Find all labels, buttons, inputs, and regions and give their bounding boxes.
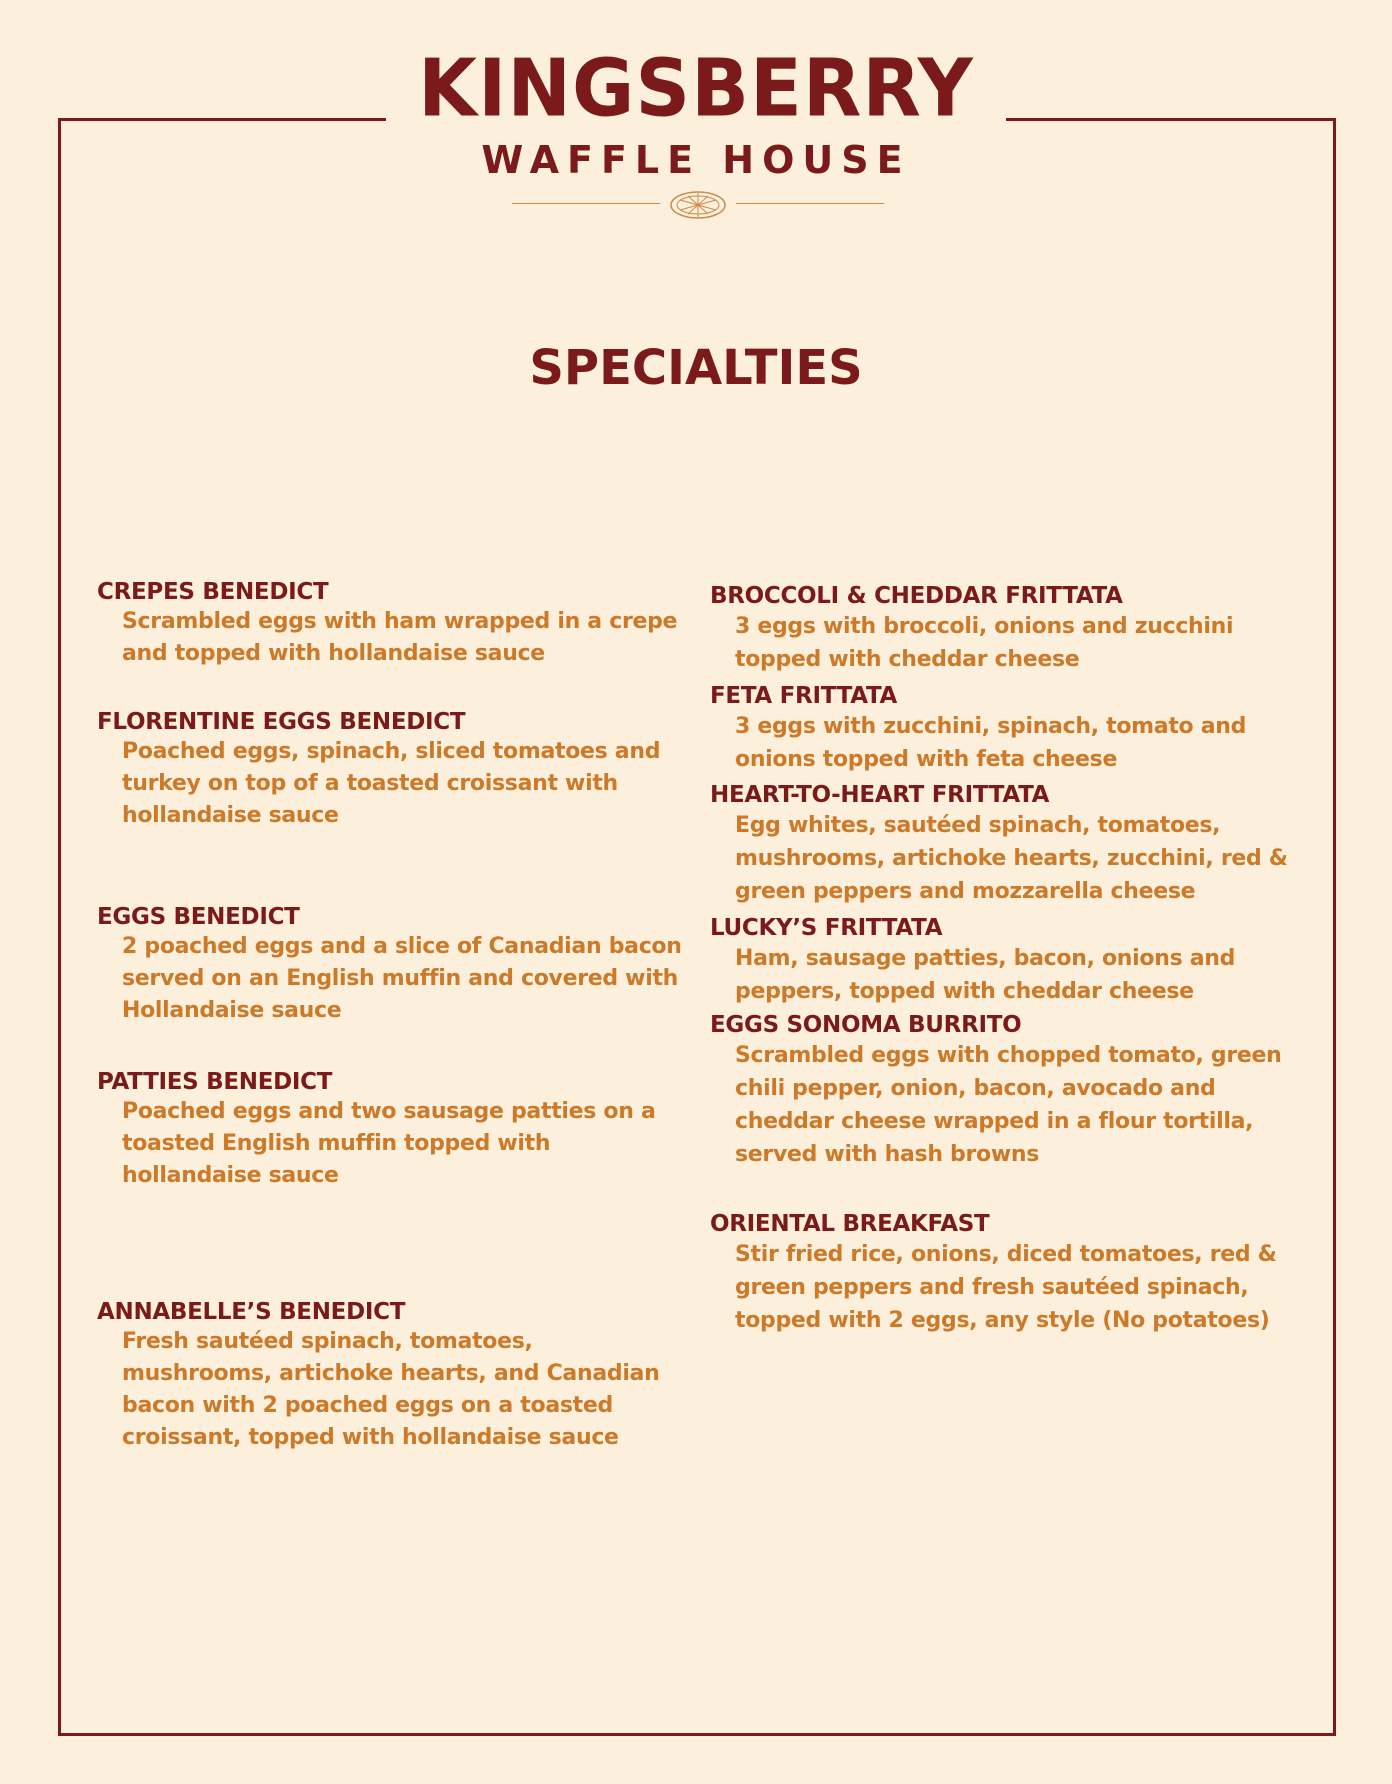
menu-item bbox=[710, 781, 1310, 908]
brand-logo bbox=[386, 40, 1006, 182]
header-divider bbox=[512, 188, 884, 218]
brand-name: KINGSBERRY bbox=[418, 40, 974, 135]
menu-item-name: FLORENTINE EGGS BENEDICT bbox=[97, 709, 466, 735]
section-title: SPECIALTIES bbox=[529, 340, 863, 396]
menu-item-description: Ham, sausage patties, bacon, onions and peppers, topped with cheddar cheese bbox=[735, 946, 1236, 1004]
waffle-icon bbox=[668, 188, 728, 220]
menu-item-description: Poached eggs, spinach, sliced tomatoes and turkey on top of a toasted croissant with hollandaise sauce bbox=[122, 739, 661, 828]
brand-subtitle: WAFFLE HOUSE bbox=[481, 138, 911, 182]
menu-item-name: LUCKY’S FRITTATA bbox=[710, 915, 943, 941]
menu-item bbox=[710, 914, 1310, 1008]
menu-item-description: Egg whites, sautéed spinach, tomatoes, mushrooms, artichoke hearts, zucchini, red & green peppers and mozzarella cheese bbox=[735, 813, 1288, 904]
menu-item-description: Poached eggs and two sausage patties on a toasted English muffin topped with hollandaise sauce bbox=[122, 1099, 656, 1188]
menu-item bbox=[97, 578, 697, 670]
menu-item-description: Scrambled eggs with chopped tomato, green chili pepper, onion, bacon, avocado and cheddar cheese wrapped in a flour tortilla, served with hash browns bbox=[735, 1043, 1282, 1167]
menu-item-name: EGGS SONOMA BURRITO bbox=[710, 1012, 1022, 1038]
menu-item bbox=[710, 682, 1310, 776]
menu-item bbox=[97, 903, 697, 1027]
menu-item-name: BROCCOLI & CHEDDAR FRITTATA bbox=[710, 583, 1123, 609]
menu-item-description: 3 eggs with broccoli, onions and zucchini topped with cheddar cheese bbox=[735, 614, 1234, 672]
menu-item-description: Fresh sautéed spinach, tomatoes, mushrooms, artichoke hearts, and Canadian bacon with 2 poached eggs on a toasted croissant, topped with hollandaise sauce bbox=[122, 1329, 660, 1450]
menu-item-name: ORIENTAL BREAKFAST bbox=[710, 1211, 990, 1237]
menu-item-name: ANNABELLE’S BENEDICT bbox=[97, 1299, 406, 1325]
menu-item bbox=[97, 1298, 697, 1454]
menu-item-description: 2 poached eggs and a slice of Canadian bacon served on an English muffin and covered with Hollandaise sauce bbox=[122, 934, 682, 1023]
menu-item bbox=[97, 708, 697, 832]
menu-item bbox=[710, 1210, 1310, 1337]
menu-item-name: CREPES BENEDICT bbox=[97, 579, 329, 605]
menu-item-description: Scrambled eggs with ham wrapped in a crepe and topped with hollandaise sauce bbox=[122, 609, 678, 666]
menu-item bbox=[710, 1011, 1310, 1171]
menu-item-name: FETA FRITTATA bbox=[710, 683, 898, 709]
menu-item-name: HEART-TO-HEART FRITTATA bbox=[710, 782, 1050, 808]
menu-item-description: 3 eggs with zucchini, spinach, tomato and onions topped with feta cheese bbox=[735, 714, 1247, 772]
menu-item bbox=[97, 1068, 697, 1192]
menu-item-name: PATTIES BENEDICT bbox=[97, 1069, 333, 1095]
menu-item-description: Stir fried rice, onions, diced tomatoes, red & green peppers and fresh sautéed spinach, topped with 2 eggs, any style (No potatoes) bbox=[735, 1242, 1277, 1333]
menu-item-name: EGGS BENEDICT bbox=[97, 904, 300, 930]
menu-item bbox=[710, 582, 1310, 676]
